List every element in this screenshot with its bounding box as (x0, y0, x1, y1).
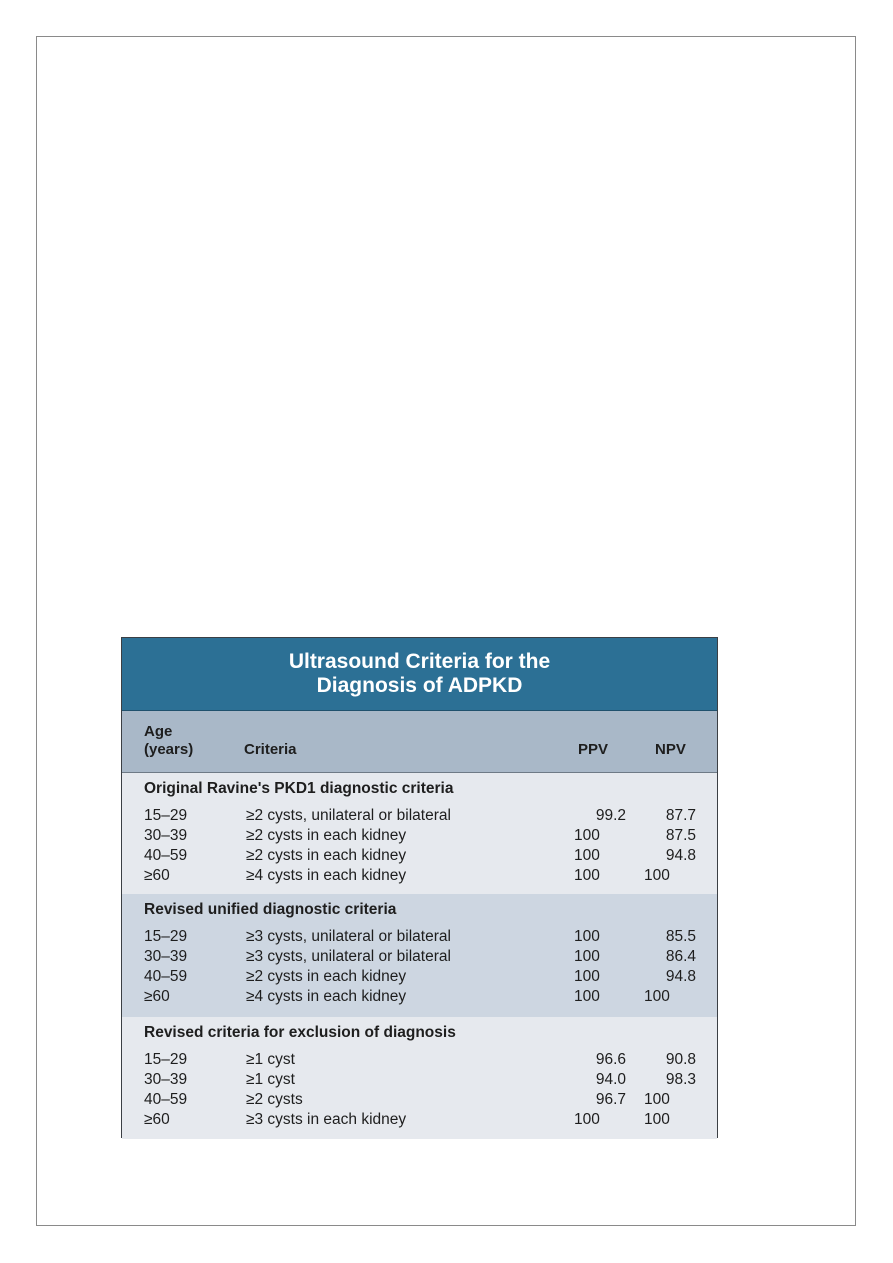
table-row (122, 826, 717, 846)
header-age-line-2: (years) (144, 741, 194, 758)
table-row (122, 947, 717, 967)
cell-age: 40–59 (144, 847, 188, 864)
cell-npv: 94.8 (665, 847, 696, 864)
table-header-row (122, 711, 717, 773)
cell-ppv: 100 (574, 928, 600, 945)
cell-criteria: ≥2 cysts in each kidney (246, 968, 407, 985)
cell-npv: 100 (644, 867, 670, 884)
table-row (122, 967, 717, 987)
cell-age: 30–39 (144, 827, 188, 844)
cell-age: 30–39 (144, 948, 188, 965)
cell-criteria: ≥4 cysts in each kidney (246, 867, 407, 884)
cell-criteria: ≥2 cysts, unilateral or bilateral (246, 807, 451, 824)
cell-age: ≥60 (144, 988, 170, 1005)
cell-criteria: ≥1 cyst (246, 1071, 295, 1088)
cell-age: 40–59 (144, 968, 188, 985)
cell-age: 15–29 (144, 928, 188, 945)
cell-age: 15–29 (144, 1051, 188, 1068)
cell-criteria: ≥2 cysts in each kidney (246, 847, 407, 864)
cell-age: 40–59 (144, 1091, 188, 1108)
cell-criteria: ≥2 cysts in each kidney (246, 827, 407, 844)
header-npv: NPV (655, 741, 686, 758)
cell-npv: 85.5 (665, 928, 696, 945)
cell-criteria: ≥3 cysts in each kidney (246, 1111, 407, 1128)
cell-criteria: ≥3 cysts, unilateral or bilateral (246, 928, 451, 945)
cell-age: ≥60 (144, 867, 170, 884)
cell-criteria: ≥3 cysts, unilateral or bilateral (246, 948, 451, 965)
criteria-table (121, 637, 718, 1138)
cell-ppv: 100 (574, 1111, 600, 1128)
cell-ppv: 100 (574, 847, 600, 864)
cell-npv: 100 (644, 988, 670, 1005)
cell-criteria: ≥4 cysts in each kidney (246, 988, 407, 1005)
header-age (144, 723, 193, 759)
table-row (122, 927, 717, 947)
header-ppv: PPV (578, 741, 609, 758)
cell-age: 30–39 (144, 1071, 188, 1088)
cell-npv: 94.8 (665, 968, 696, 985)
table-row (122, 1110, 717, 1130)
table-row (122, 1050, 717, 1070)
cell-ppv: 94.0 (595, 1071, 626, 1088)
section-title: Revised unified diagnostic criteria (144, 901, 397, 918)
cell-age: ≥60 (144, 1111, 170, 1128)
cell-npv: 98.3 (665, 1071, 696, 1088)
table-row (122, 846, 717, 866)
cell-npv: 90.8 (665, 1051, 696, 1068)
cell-ppv: 96.6 (595, 1051, 626, 1068)
cell-ppv: 100 (574, 867, 600, 884)
header-age-line-1: Age (144, 723, 173, 740)
cell-ppv: 100 (574, 827, 600, 844)
cell-ppv: 100 (574, 968, 600, 985)
section-revised-unified-criteria (122, 894, 717, 1017)
header-criteria: Criteria (244, 741, 297, 758)
table-title (122, 638, 717, 711)
cell-ppv: 100 (574, 988, 600, 1005)
cell-age: 15–29 (144, 807, 188, 824)
cell-criteria: ≥2 cysts (246, 1091, 303, 1108)
cell-npv: 87.7 (665, 807, 696, 824)
cell-ppv: 100 (574, 948, 600, 965)
section-title: Revised criteria for exclusion of diagnosis (144, 1024, 456, 1041)
cell-npv: 87.5 (665, 827, 696, 844)
cell-npv: 100 (644, 1091, 670, 1108)
table-row (122, 806, 717, 826)
section-exclusion-criteria (122, 1017, 717, 1139)
table-row (122, 1070, 717, 1090)
table-row (122, 1090, 717, 1110)
table-title-line-1: Ultrasound Criteria for the (288, 650, 551, 673)
cell-criteria: ≥1 cyst (246, 1051, 295, 1068)
table-title-line-2: Diagnosis of ADPKD (316, 674, 523, 697)
cell-npv: 86.4 (665, 948, 696, 965)
table-row (122, 987, 717, 1007)
cell-ppv: 99.2 (595, 807, 626, 824)
cell-npv: 100 (644, 1111, 670, 1128)
section-original-criteria (122, 773, 717, 894)
table-row (122, 866, 717, 886)
cell-ppv: 96.7 (595, 1091, 626, 1108)
section-title: Original Ravine's PKD1 diagnostic criteria (144, 780, 454, 797)
